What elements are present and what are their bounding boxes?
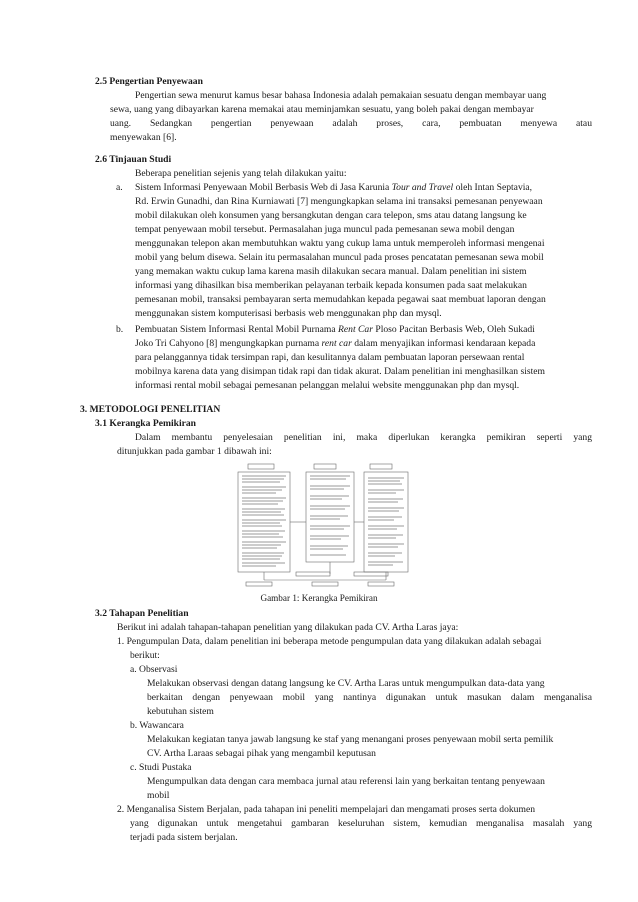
section-2-6-heading: 2.6 Tinjauan Studi [95,154,172,165]
italic-span: Rent Car [338,324,373,335]
list-marker: b. [116,324,124,335]
list-marker: a. [116,182,123,193]
paragraph-line: uang. Sedangkan pengertian penyewaan adalah proses, cara, pembuatan menyewa atau [110,118,592,129]
paragraph-line: Rd. Erwin Gunadhi, dan Rina Kurniawati [7] mengungkapkan selama ini transaksi pemesanan penyewaan [135,196,543,207]
paragraph-line: Pengertian sewa menurut kamus besar bahasa Indonesia adalah pemakaian sesuatu dengan membayar uang [135,90,547,101]
paragraph-line: Melakukan kegiatan tanya jawab langsung ke staf yang menangani proses penyewaan mobil serta pemilik [147,734,554,745]
paragraph-line: mobil yang belum disewa. Selain itu permasalahan muncul pada proses pencatatan pemesanan sewa mobil [135,252,544,263]
section-2-5-heading: 2.5 Pengertian Penyewaan [95,76,203,87]
paragraph-line: menggunakan sistem komputerisasi berbasis web menggunakan php dan mysql. [135,308,442,319]
paragraph-line: Berikut ini adalah tahapan-tahapan penelitian yang dilakukan pada CV. Artha Laras jaya: [117,622,459,633]
paragraph-line: yang digunakan untuk mengetahui gambaran keseluruhan sistem, kemudian menganalisa masalah yang [130,818,592,829]
text-span: Sistem Informasi Penyewaan Mobil Berbasis Web di Jasa Karunia [135,182,392,193]
paragraph-line: menyewakan [6]. [110,132,177,143]
paragraph-line: pemesanan mobil, transaksi pembayaran serta memudahkan kepada pegawai saat membuat laporan dengan [135,294,546,305]
paragraph-line: Beberapa penelitian sejenis yang telah dilakukan yaitu: [135,168,347,179]
paragraph-line: menggunakan telepon akan membutuhkan waktu yang cukup lama untuk memperoleh informasi mengenai [135,238,545,249]
paragraph-line: kebutuhan sistem [147,706,214,717]
section-3-1-heading: 3.1 Kerangka Pemikiran [95,418,196,429]
list-item-2: 2. Menganalisa Sistem Berjalan, pada tahapan ini peneliti mempelajari dan mengamati proses serta dokumen [117,804,535,815]
paragraph-line: berikut: [130,650,160,661]
paragraph-line: CV. Artha Laraas sebagai pihak yang mengambil keputusan [147,748,376,759]
paragraph-line: informasi rental mobil sebagai pemesanan pelanggan melalui website menggunakan php dan mysql. [135,380,520,391]
paragraph-line: terjadi pada sistem berjalan. [130,832,238,843]
paragraph-line: Melakukan observasi dengan datang langsung ke CV. Artha Laras untuk mengumpulkan data-data yang [147,678,545,689]
paragraph-line: Mengumpulkan data dengan cara membaca jurnal atau referensi lain yang berkaitan tentang penyewaan [147,776,545,787]
list-item-1: 1. Pengumpulan Data, dalam penelitian ini beberapa metode pengumpulan data yang dilakukan adalah sebagai [117,636,542,647]
paragraph-line: yang memakan waktu cukup lama karena masih dilakukan secara manual. Dalam penelitian ini sistem [135,266,527,277]
paragraph-line: mobil dilakukan oleh konsumen yang bersangkutan dengan cara telepon, sms atau datang langsung ke [135,210,527,221]
paragraph-line: para pelanggannya tidak tersimpan rapi, dan kesulitannya dalam pembuatan laporan persewaan rental [135,352,525,363]
text-span: Pembuatan Sistem Informasi Rental Mobil Purnama [135,324,339,335]
paragraph-line: mobil [147,790,170,801]
paragraph-line [135,337,535,350]
reference-a-title [135,181,532,194]
sub-item-b-title: b. Wawancara [130,720,184,731]
text-span: dalam menyajikan informasi kendaraan kepada [351,338,536,349]
sub-item-c-title: c. Studi Pustaka [130,762,192,773]
paragraph-line: sewa, uang yang dibayarkan karena memakai atau meminjamkan sesuatu, yang boleh pakai dengan membayar [110,104,534,115]
text-span: oleh Intan Septavia, [453,182,533,193]
italic-span: Tour and Travel [391,182,454,193]
section-3-2-heading: 3.2 Tahapan Penelitian [95,608,189,619]
text-span: Joko Tri Cahyono [8] mengungkapkan purnama [135,338,322,349]
paragraph-line: ditunjukkan pada gambar 1 dibawah ini: [117,446,272,457]
paragraph-line: informasi yang dihasilkan bisa memberikan pelayanan terbaik kepada konsumen pada saat melakukan [135,280,527,291]
text-span: Ploso Pacitan Berbasis Web, Oleh Sukadi [372,324,535,335]
sub-item-a-title: a. Observasi [130,664,178,675]
paragraph-line: tempat penyewaan mobil tersebut. Permasalahan juga muncul pada pemesanan sewa mobil dengan [135,224,515,235]
italic-span: rent car [321,338,352,349]
framework-figure [236,462,410,588]
paragraph-line: mobilnya karena data yang disimpan tidak rapi dan tidak akurat. Dalam penelitian ini menghasilkan sistem [135,366,546,377]
reference-b-title [135,323,535,336]
paragraph-line: berkaitan dengan penyewaan mobil yang nantinya digunakan untuk masukan dalam menganalisa [147,692,592,703]
figure-caption: Gambar 1: Kerangka Pemikiran [260,593,378,603]
paragraph-line: Dalam membantu penyelesaian penelitian ini, maka diperlukan kerangka pemikiran seperti yang [135,432,592,443]
section-3-heading: 3. METODOLOGI PENELITIAN [80,404,221,415]
